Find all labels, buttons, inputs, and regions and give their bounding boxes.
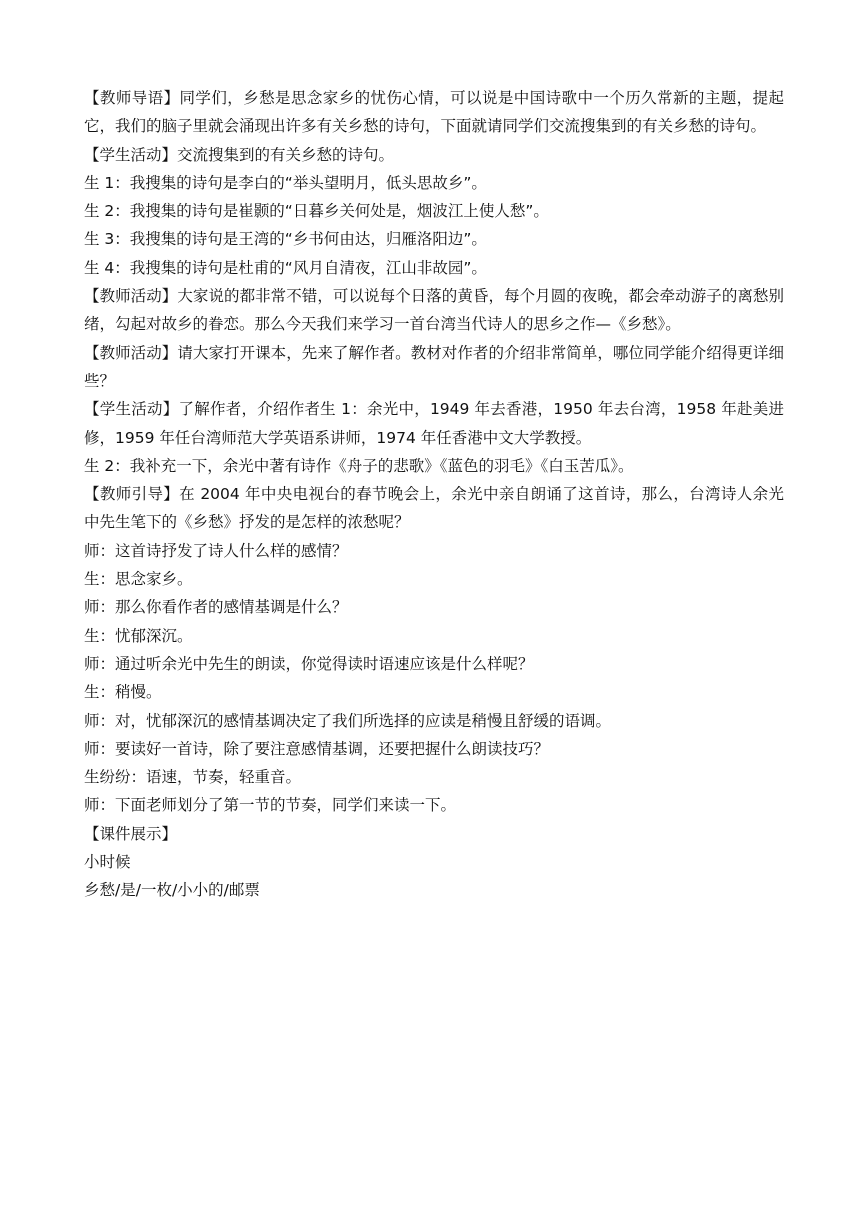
paragraph-student-3: 生 3：我搜集的诗句是王湾的“乡书何由达，归雁洛阳边”。 [84, 230, 487, 249]
paragraph-student-1: 生 1：我搜集的诗句是李白的“举头望明月，低头思故乡”。 [84, 173, 487, 192]
poem-line-2: 乡愁/是/一枚/小小的/邮票 [84, 881, 260, 900]
paragraph-student-activity: 【学生活动】交流搜集到的有关乡愁的诗句。 [84, 145, 395, 164]
paragraph-dialogue-7: 师：对，忧郁深沉的感情基调决定了我们所选择的应读是稍慢且舒缓的语调。 [84, 711, 612, 730]
paragraph-author-works: 生 2：我补充一下，余光中著有诗作《舟子的悲歌》《蓝色的羽毛》《白玉苦瓜》。 [84, 456, 634, 475]
paragraph-dialogue-10: 师：下面老师划分了第一节的节奏，同学们来读一下。 [84, 796, 457, 815]
document-body [84, 84, 784, 905]
paragraph-dialogue-1: 师：这首诗抒发了诗人什么样的感情？ [84, 541, 348, 560]
paragraph-dialogue-8: 师：要读好一首诗，除了要注意感情基调，还要把握什么朗读技巧？ [84, 739, 550, 758]
paragraph-student-2: 生 2：我搜集的诗句是崔颢的“日暮乡关何处是，烟波江上使人愁”。 [84, 202, 549, 221]
paragraph-student-4: 生 4：我搜集的诗句是杜甫的“风月自清夜，江山非故园”。 [84, 258, 487, 277]
paragraph-dialogue-5: 师：通过听余光中先生的朗读，你觉得读时语速应该是什么样呢？ [84, 654, 534, 673]
paragraph-teacher-guide: 【教师引导】在 2004 年中央电视台的春节晚会上，余光中亲自朗诵了这首诗，那么，台湾诗人余光中先生笔下的《乡愁》抒发的是怎样的浓愁呢？ [84, 485, 784, 532]
paragraph-dialogue-3: 师：那么你看作者的感情基调是什么？ [84, 598, 348, 617]
paragraph-teacher-intro: 【教师导语】同学们，乡愁是思念家乡的忧伤心情，可以说是中国诗歌中一个历久常新的主题，提起它，我们的脑子里就会涌现出许多有关乡愁的诗句，下面就请同学们交流搜集到的有关乡愁的诗句。 [84, 89, 784, 136]
paragraph-dialogue-4: 生：忧郁深沉。 [84, 626, 193, 645]
paragraph-teacher-activity-2: 【教师活动】请大家打开课本，先来了解作者。教材对作者的介绍非常简单，哪位同学能介绍得更详细些？ [84, 343, 784, 390]
poem-line-1: 小时候 [84, 853, 131, 872]
paragraph-dialogue-2: 生：思念家乡。 [84, 570, 193, 589]
paragraph-dialogue-9: 生纷纷：语速，节奏，轻重音。 [84, 768, 302, 787]
paragraph-dialogue-6: 生：稍慢。 [84, 683, 162, 702]
paragraph-author-intro: 【学生活动】了解作者，介绍作者生 1：余光中，1949 年去香港，1950 年去台湾，1958 年赴美进修，1959 年任台湾师范大学英语系讲师，1974 年任香港中文大学教授。 [84, 400, 784, 447]
paragraph-courseware: 【课件展示】 [84, 824, 178, 843]
paragraph-teacher-activity-1: 【教师活动】大家说的都非常不错，可以说每个日落的黄昏，每个月圆的夜晚，都会牵动游子的离愁别绪，勾起对故乡的眷恋。那么今天我们来学习一首台湾当代诗人的思乡之作—《乡愁》。 [84, 287, 784, 334]
